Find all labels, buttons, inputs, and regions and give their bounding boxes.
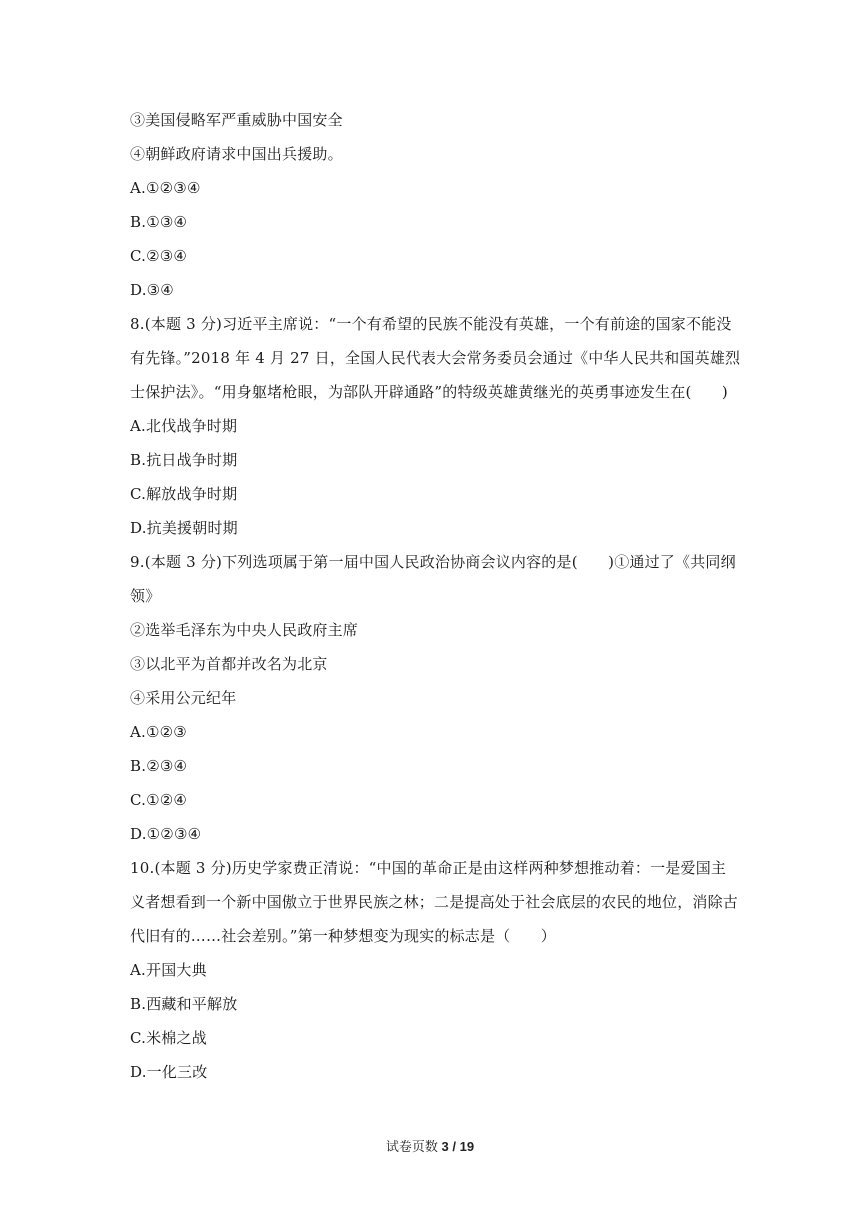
q10-option-c: C.米棉之战 bbox=[130, 1029, 207, 1047]
q7-option-c: C.②③④ bbox=[130, 247, 188, 265]
q10-stem-line-1: 10.(本题 3 分)历史学家费正清说：“中国的革命正是由这样两种梦想推动着：一是爱国主 bbox=[130, 859, 727, 877]
q9-item-4: ④采用公元纪年 bbox=[130, 689, 237, 707]
q10-stem-line-2: 义者想看到一个新中国傲立于世界民族之林；二是提高处于社会底层的农民的地位，消除古 bbox=[130, 893, 739, 911]
q7-item-3: ③美国侵略军严重威胁中国安全 bbox=[130, 111, 343, 129]
q10-option-b: B.西藏和平解放 bbox=[130, 995, 238, 1013]
q9-option-c: C.①②④ bbox=[130, 791, 188, 809]
q7-item-4: ④朝鲜政府请求中国出兵援助。 bbox=[130, 145, 343, 163]
q9-option-b: B.②③④ bbox=[130, 757, 188, 775]
q8-option-c: C.解放战争时期 bbox=[130, 485, 238, 503]
q9-stem-line-2: 领》 bbox=[130, 587, 161, 605]
q8-stem-line-1: 8.(本题 3 分)习近平主席说：“一个有希望的民族不能没有英雄，一个有前途的国家不能没 bbox=[130, 315, 732, 333]
q7-option-b: B.①③④ bbox=[130, 213, 188, 231]
q9-item-3: ③以北平为首都并改名为北京 bbox=[130, 655, 328, 673]
q8-stem-line-2: 有先锋。”2018 年 4 月 27 日，全国人民代表大会常务委员会通过《中华人民共和国英雄烈 bbox=[130, 349, 741, 367]
q7-option-a: A.①②③④ bbox=[130, 179, 201, 197]
q8-option-d: D.抗美援朝时期 bbox=[130, 519, 238, 537]
page-footer bbox=[0, 1136, 860, 1155]
q8-stem-line-3: 士保护法》。“用身躯堵枪眼，为部队开辟通路”的特级英雄黄继光的英勇事迹发生在( ) bbox=[130, 383, 728, 401]
q10-stem-line-3: 代旧有的……社会差别。”第一种梦想变为现实的标志是（ ） bbox=[130, 927, 556, 945]
q10-option-a: A.开国大典 bbox=[130, 961, 207, 979]
q9-option-a: A.①②③ bbox=[130, 723, 187, 741]
q7-option-d: D.③④ bbox=[130, 281, 174, 299]
q8-option-a: A.北伐战争时期 bbox=[130, 417, 238, 435]
q9-item-2: ②选举毛泽东为中央人民政府主席 bbox=[130, 621, 359, 639]
q10-option-d: D.一化三改 bbox=[130, 1063, 208, 1081]
q9-stem-line-1: 9.(本题 3 分)下列选项属于第一届中国人民政治协商会议内容的是( )①通过了《共同纲 bbox=[130, 553, 736, 571]
footer-label: 试卷页数 bbox=[385, 1139, 438, 1154]
page-number: 3 / 19 bbox=[441, 1139, 475, 1154]
q8-option-b: B.抗日战争时期 bbox=[130, 451, 238, 469]
q9-option-d: D.①②③④ bbox=[130, 825, 202, 843]
